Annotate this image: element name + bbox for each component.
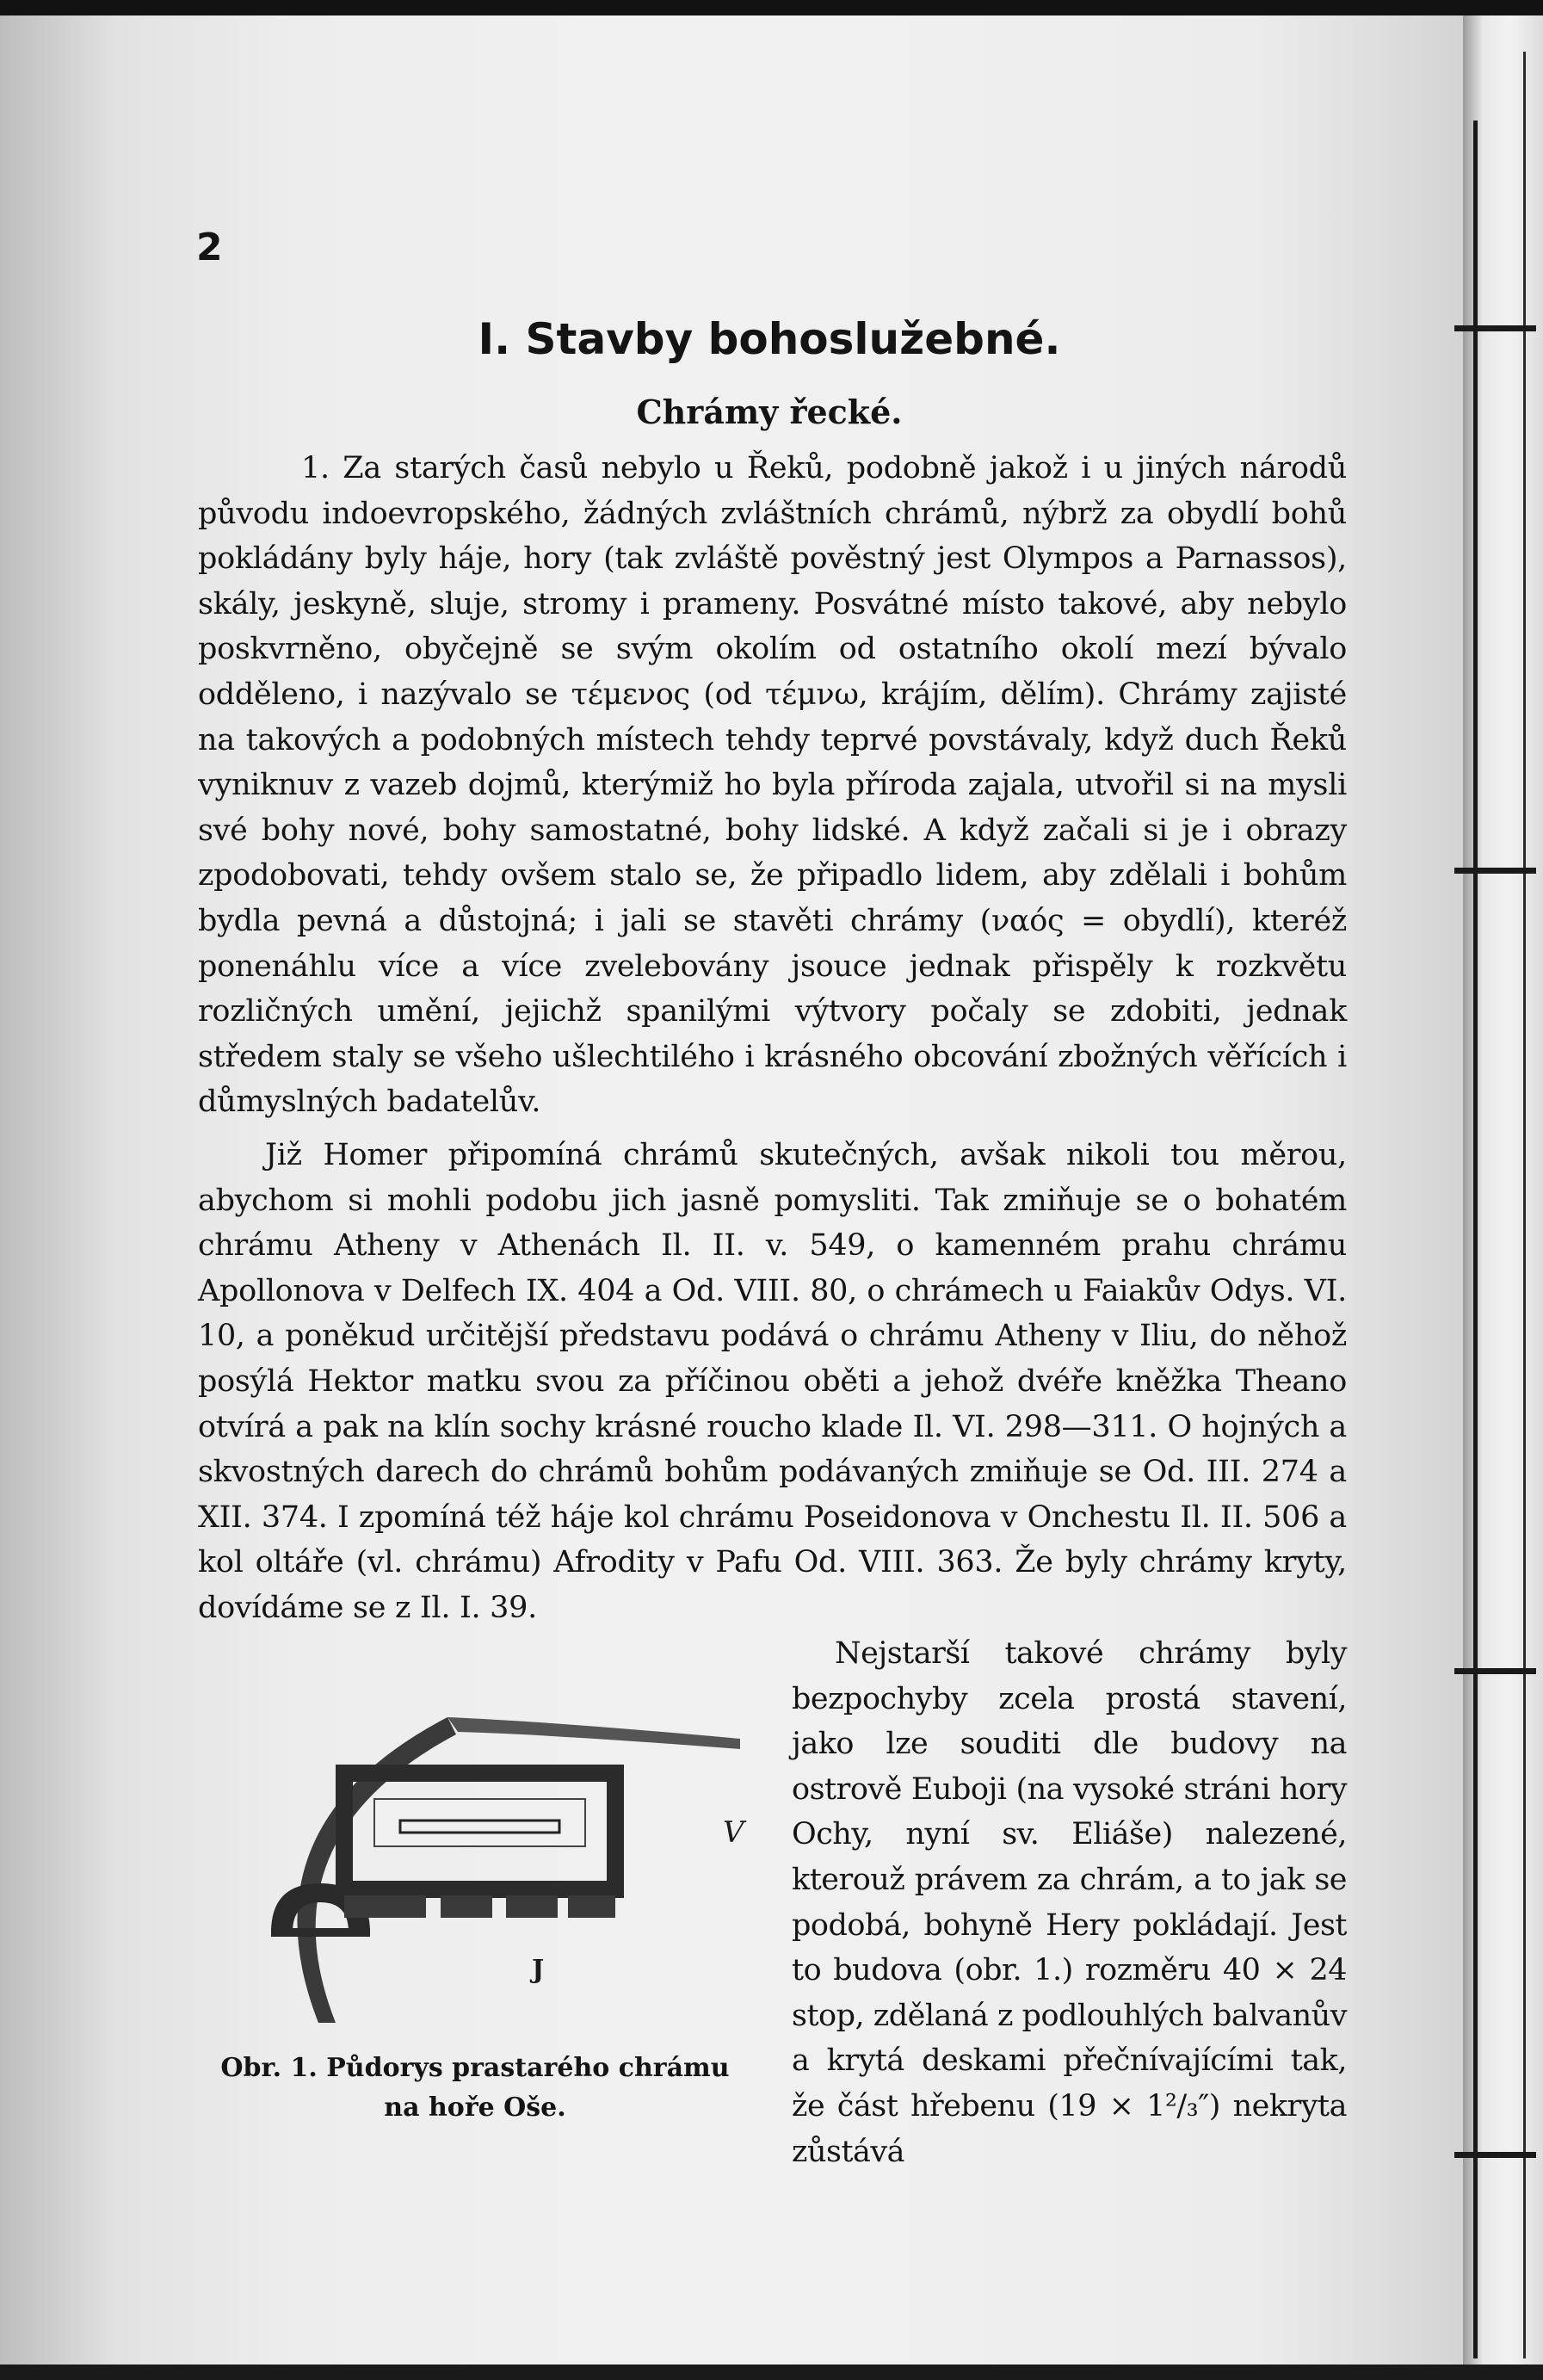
paragraph-2-block	[198, 1133, 1347, 1631]
temple-inner-chamber	[374, 1799, 585, 1846]
gutter-tick	[1454, 1668, 1536, 1674]
paragraph-3-block	[792, 1631, 1347, 2174]
entrance-block	[568, 1895, 615, 1918]
scan-bottom-border	[0, 2365, 1543, 2380]
entrance-block	[441, 1895, 492, 1918]
page-number: 2	[196, 226, 223, 269]
paragraph-1-block	[198, 446, 1347, 1125]
figure-caption-line-1: Obr. 1. Půdorys prastarého chrámu	[220, 2053, 730, 2083]
section-title: I. Stavby bohoslužebné.	[478, 314, 1061, 364]
figure-label-v: V	[723, 1815, 744, 1850]
paragraph-3: Nejstarší takové chrámy byly bezpochyby zcela prostá stavení, jako lze souditi dle budovy na ostrově Euboji (na vysoké stráni hory Ochy, nyní sv. Eliáše) nalezené, kterouž právem za chrám, a to jak se podobá, bohyně Hery pokládají. Jest to budova (obr. 1.) rozměru 40 × 24 stop, zdělaná z podlouhlých balvanův a krytá deskami přečnívajícími tak, že část hřebenu (19 × 1²/₃″) nekryta zůstává	[792, 1636, 1347, 2169]
figure-label-j: J	[532, 1955, 545, 1985]
paragraph-2: Již Homer připomíná chrámů skutečných, avšak nikoli tou měrou, abychom si mohli podobu jich jasně pomysliti. Tak zmiňuje se o bohatém chrámu Atheny v Athenách Il. II. v. 549, o kamenném prahu chrámu Apollonova v Delfech IX. 404 a Od. VIII. 80, o chrámech u Faiakův Odys. VI. 10, a poněkud určitější představu podává o chrámu Atheny v Iliu, do něhož posýlá Hektor matku svou za příčinou oběti a jehož dvéře kněžka Theano otvírá a pak na klín sochy krásné roucho klade Il. VI. 298—311. O hojných a skvostných darech do chrámů bohům podávaných zmiňuje se Od. III. 274 a XII. 374. I zpomíná též háje kol chrámu Poseidonova v Onchestu Il. II. 506 a kol oltáře (vl. chrámu) Afrodity v Pafu Od. VIII. 363. Že byly chrámy kryty, dovídáme se z Il. I. 39.	[198, 1138, 1347, 1625]
entrance-block	[506, 1895, 558, 1918]
figure-caption-line-2: na hoře Oše.	[384, 2093, 566, 2123]
round-structure-base	[271, 1928, 370, 1937]
temple-floor-plan-figure	[189, 1670, 757, 2066]
curved-wall-ridge	[447, 1717, 740, 1749]
figure-caption	[200, 2049, 750, 2128]
gutter-edge-line-outer	[1523, 52, 1526, 2358]
gutter-tick	[1454, 2152, 1536, 2158]
curved-wall	[297, 1717, 456, 2023]
sub-title: Chrámy řecké.	[636, 393, 903, 431]
entrance-block	[344, 1895, 426, 1918]
gutter-edge-line	[1473, 121, 1478, 2358]
gutter-tick	[1454, 868, 1536, 874]
paragraph-1: 1. Za starých časů nebylo u Řeků, podobně jakož i u jiných národů původu indoevropského, žádných zvláštních chrámů, nýbrž za obydlí bohů pokládány byly háje, hory (tak zvláště pověstný jest Olympos a Parnassos), skály, jeskyně, sluje, stromy i prameny. Posvátné místo takové, aby nebylo poskvrněno, obyčejně se svým okolím od ostatního okolí mezí bývalo odděleno, i nazývalo se τέμενος (od τέμνω, krájím, dělím). Chrámy zajisté na takových a podobných místech tehdy teprvé povstávaly, když duch Řeků vyniknuv z vazeb dojmů, kterýmiž ho byla příroda zajala, utvořil si na mysli své bohy nové, bohy samostatné, bohy lidské. A když začali si je i obrazy zpodobovati, tehdy ovšem stalo se, že připadlo lidem, aby zdělali i bohům bydla pevná a důstojná; i jali se stavěti chrámy (ναός = obydlí), kteréž ponenáhlu více a více zvelebovány jsouce jednak přispěly k rozkvětu rozličných umění, jejichž spanilými výtvory počaly se zdobiti, jednak středem staly se všeho ušlechtilého i krásného obcování zbožných věřících i důmyslných badatelův.	[198, 451, 1347, 1120]
